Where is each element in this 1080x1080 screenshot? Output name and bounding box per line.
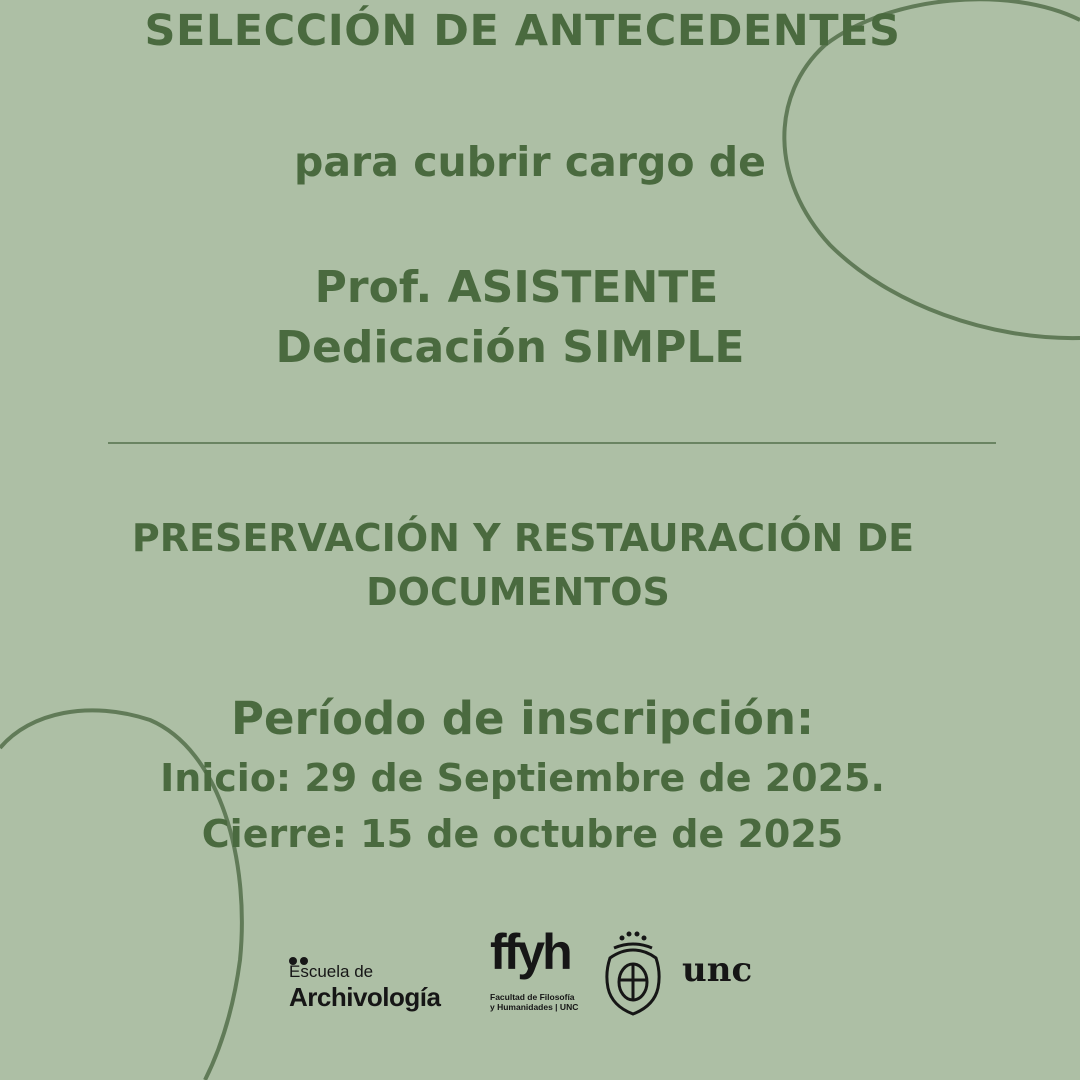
logo-dots-icon xyxy=(289,950,440,960)
registration-heading: Período de inscripción: xyxy=(230,692,815,745)
page-title: SELECCIÓN DE ANTECEDENTES xyxy=(144,6,901,56)
ffyh-logo xyxy=(490,922,578,1012)
role-title: Prof. ASISTENTE xyxy=(314,262,719,313)
ffyh-logo-desc1: Facultad de Filosofía xyxy=(490,992,575,1002)
unc-seal-icon xyxy=(600,928,666,1018)
subtitle: para cubrir cargo de xyxy=(294,138,766,186)
role-dedication: Dedicación SIMPLE xyxy=(275,322,745,373)
registration-start: Inicio: 29 de Septiembre de 2025. xyxy=(160,756,885,800)
unc-logo-word: unc xyxy=(682,950,753,990)
escuela-archivologia-logo xyxy=(289,950,440,1012)
escuela-logo-line1: Escuela de xyxy=(289,962,374,981)
ffyh-logo-desc2: y Humanidades | UNC xyxy=(490,1002,579,1012)
escuela-logo-line2: Archivología xyxy=(289,982,441,1012)
ffyh-logo-word: ffyh xyxy=(490,924,570,980)
divider xyxy=(108,442,996,444)
registration-end: Cierre: 15 de octubre de 2025 xyxy=(201,812,844,856)
subject-line-2: DOCUMENTOS xyxy=(366,570,670,614)
subject-line-1: PRESERVACIÓN Y RESTAURACIÓN DE xyxy=(131,516,915,560)
